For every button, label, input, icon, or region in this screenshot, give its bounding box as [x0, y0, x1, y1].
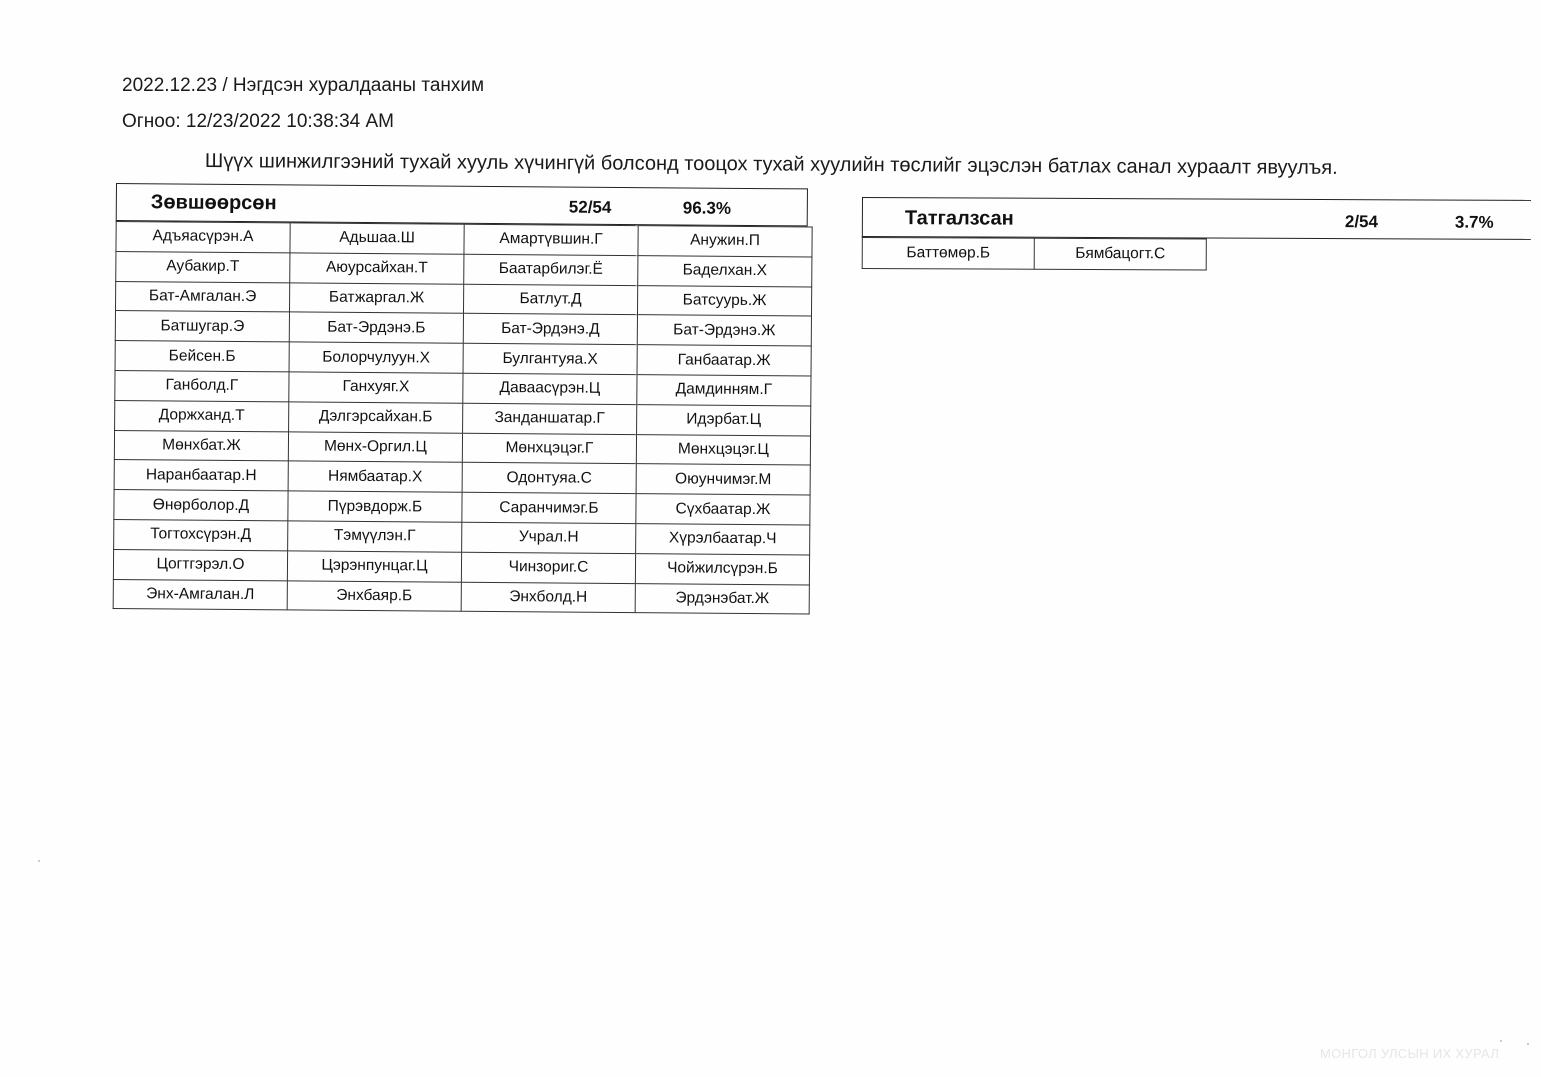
member-name-cell: Болорчулуун.Х — [289, 342, 463, 373]
member-name-cell: Өнөрболор.Д — [114, 490, 288, 521]
member-name-cell: Баатарбилэг.Ё — [464, 254, 638, 285]
approved-percent: 96.3% — [682, 198, 732, 218]
member-name-cell: Энхболд.Н — [461, 582, 635, 613]
member-name-cell: Бат-Эрдэнэ.Ж — [637, 315, 811, 346]
rejected-members-body — [862, 238, 1206, 271]
member-name-cell: Чинзориг.С — [461, 552, 635, 583]
member-name-cell: Саранчимэг.Б — [462, 492, 636, 523]
member-name-cell: Бейсен.Б — [115, 341, 289, 372]
member-name-cell: Хүрэлбаатар.Ч — [636, 524, 810, 555]
member-name-cell: Одонтуяа.С — [462, 463, 636, 494]
member-name-cell: Тэмүүлэн.Г — [288, 521, 462, 552]
rejected-percent: 3.7% — [1454, 212, 1494, 232]
rejected-count: 2/54 — [1344, 212, 1379, 232]
member-name-cell: Бат-Эрдэнэ.Б — [289, 312, 463, 343]
approved-count: 52/54 — [568, 197, 612, 217]
member-name-cell: Энхбаяр.Б — [287, 580, 461, 611]
member-name-cell: Дамдинням.Г — [637, 375, 811, 406]
rejected-header — [862, 197, 1531, 240]
member-name-cell: Аюурсайхан.Т — [290, 253, 464, 284]
member-name-cell: Мөнхцэцэг.Ц — [636, 434, 810, 465]
rejected-table-row — [862, 238, 1206, 271]
member-name-cell: Ганхуяг.Х — [289, 372, 463, 403]
member-name-cell: Идэрбат.Ц — [637, 404, 811, 435]
member-name-cell: Энх-Амгалан.Л — [113, 579, 287, 610]
member-name-cell: Бат-Эрдэнэ.Д — [463, 314, 637, 345]
rejected-members-table — [862, 237, 1207, 271]
approved-members-table — [113, 221, 813, 615]
member-name-cell: Ганбаатар.Ж — [637, 345, 811, 376]
member-name-cell: Цогтгэрэл.О — [113, 549, 287, 580]
member-name-cell: Анужин.П — [638, 226, 812, 257]
member-name-cell: Баттөмөр.Б — [862, 238, 1034, 270]
member-name-cell: Учрал.Н — [462, 522, 636, 553]
member-name-cell: Батжаргал.Ж — [289, 282, 463, 313]
member-name-cell: Мөнхбат.Ж — [114, 430, 288, 461]
date-line: Огноо: 12/23/2022 10:38:34 AM — [122, 111, 395, 132]
approved-header — [116, 183, 808, 226]
member-name-cell: Тогтохсүрэн.Д — [114, 519, 288, 550]
member-name-cell: Пүрэвдорж.Б — [288, 491, 462, 522]
member-name-cell: Сүхбаатар.Ж — [636, 494, 810, 525]
member-name-cell: Дэлгэрсайхан.Б — [289, 402, 463, 433]
member-name-cell: Цэрэнпунцаг.Ц — [287, 551, 461, 582]
approved-vote-block — [113, 183, 808, 615]
session-header: 2022.12.23 / Нэгдсэн хуралдааны танхим — [122, 75, 485, 96]
member-name-cell: Ганболд.Г — [115, 370, 289, 401]
member-name-cell: Мөнхцэцэг.Г — [462, 433, 636, 464]
rejected-label: Татгалзсан — [904, 207, 1014, 230]
member-name-cell: Занданшатар.Г — [463, 403, 637, 434]
member-name-cell: Адьшаа.Ш — [290, 223, 464, 254]
member-name-cell: Аубакир.Т — [116, 251, 290, 282]
member-name-cell: Батшугар.Э — [115, 311, 289, 342]
approved-label: Зөвшөөрсөн — [150, 191, 277, 215]
member-name-cell: Батсуурь.Ж — [637, 285, 811, 316]
member-name-cell: Булгантуяа.Х — [463, 343, 637, 374]
member-name-cell: Адъяасүрэн.А — [116, 222, 290, 253]
member-name-cell: Баделхан.Х — [638, 255, 812, 286]
member-name-cell: Мөнх-Оргил.Ц — [288, 431, 462, 462]
scan-speck — [1527, 1043, 1529, 1045]
approved-table-row — [113, 579, 809, 614]
member-name-cell: Нямбаатар.Х — [288, 461, 462, 492]
member-name-cell: Эрдэнэбат.Ж — [635, 583, 809, 614]
member-name-cell: Бат-Амгалан.Э — [115, 281, 289, 312]
member-name-cell: Наранбаатар.Н — [114, 460, 288, 491]
member-name-cell: Батлут.Д — [463, 284, 637, 315]
member-name-cell: Бямбацогт.С — [1034, 238, 1206, 270]
member-name-cell: Амартүвшин.Г — [464, 224, 638, 255]
rejected-vote-block — [862, 197, 1531, 272]
scan-speck — [38, 860, 40, 862]
parliament-watermark: МОНГОЛ УЛСЫН ИХ ХУРАЛ — [1320, 1046, 1500, 1061]
member-name-cell: Даваасүрэн.Ц — [463, 373, 637, 404]
motion-title: Шүүх шинжилгээний тухай хууль хүчингүй болсонд тооцох тухай хуулийн төслийг эцэслэн батлах санал хураалт явуулъя. — [204, 150, 1338, 179]
approved-members-body — [113, 222, 812, 615]
scan-speck — [1500, 1040, 1502, 1042]
member-name-cell: Чойжилсүрэн.Б — [635, 553, 809, 584]
member-name-cell: Оюунчимэг.М — [636, 464, 810, 495]
member-name-cell: Доржханд.Т — [115, 400, 289, 431]
